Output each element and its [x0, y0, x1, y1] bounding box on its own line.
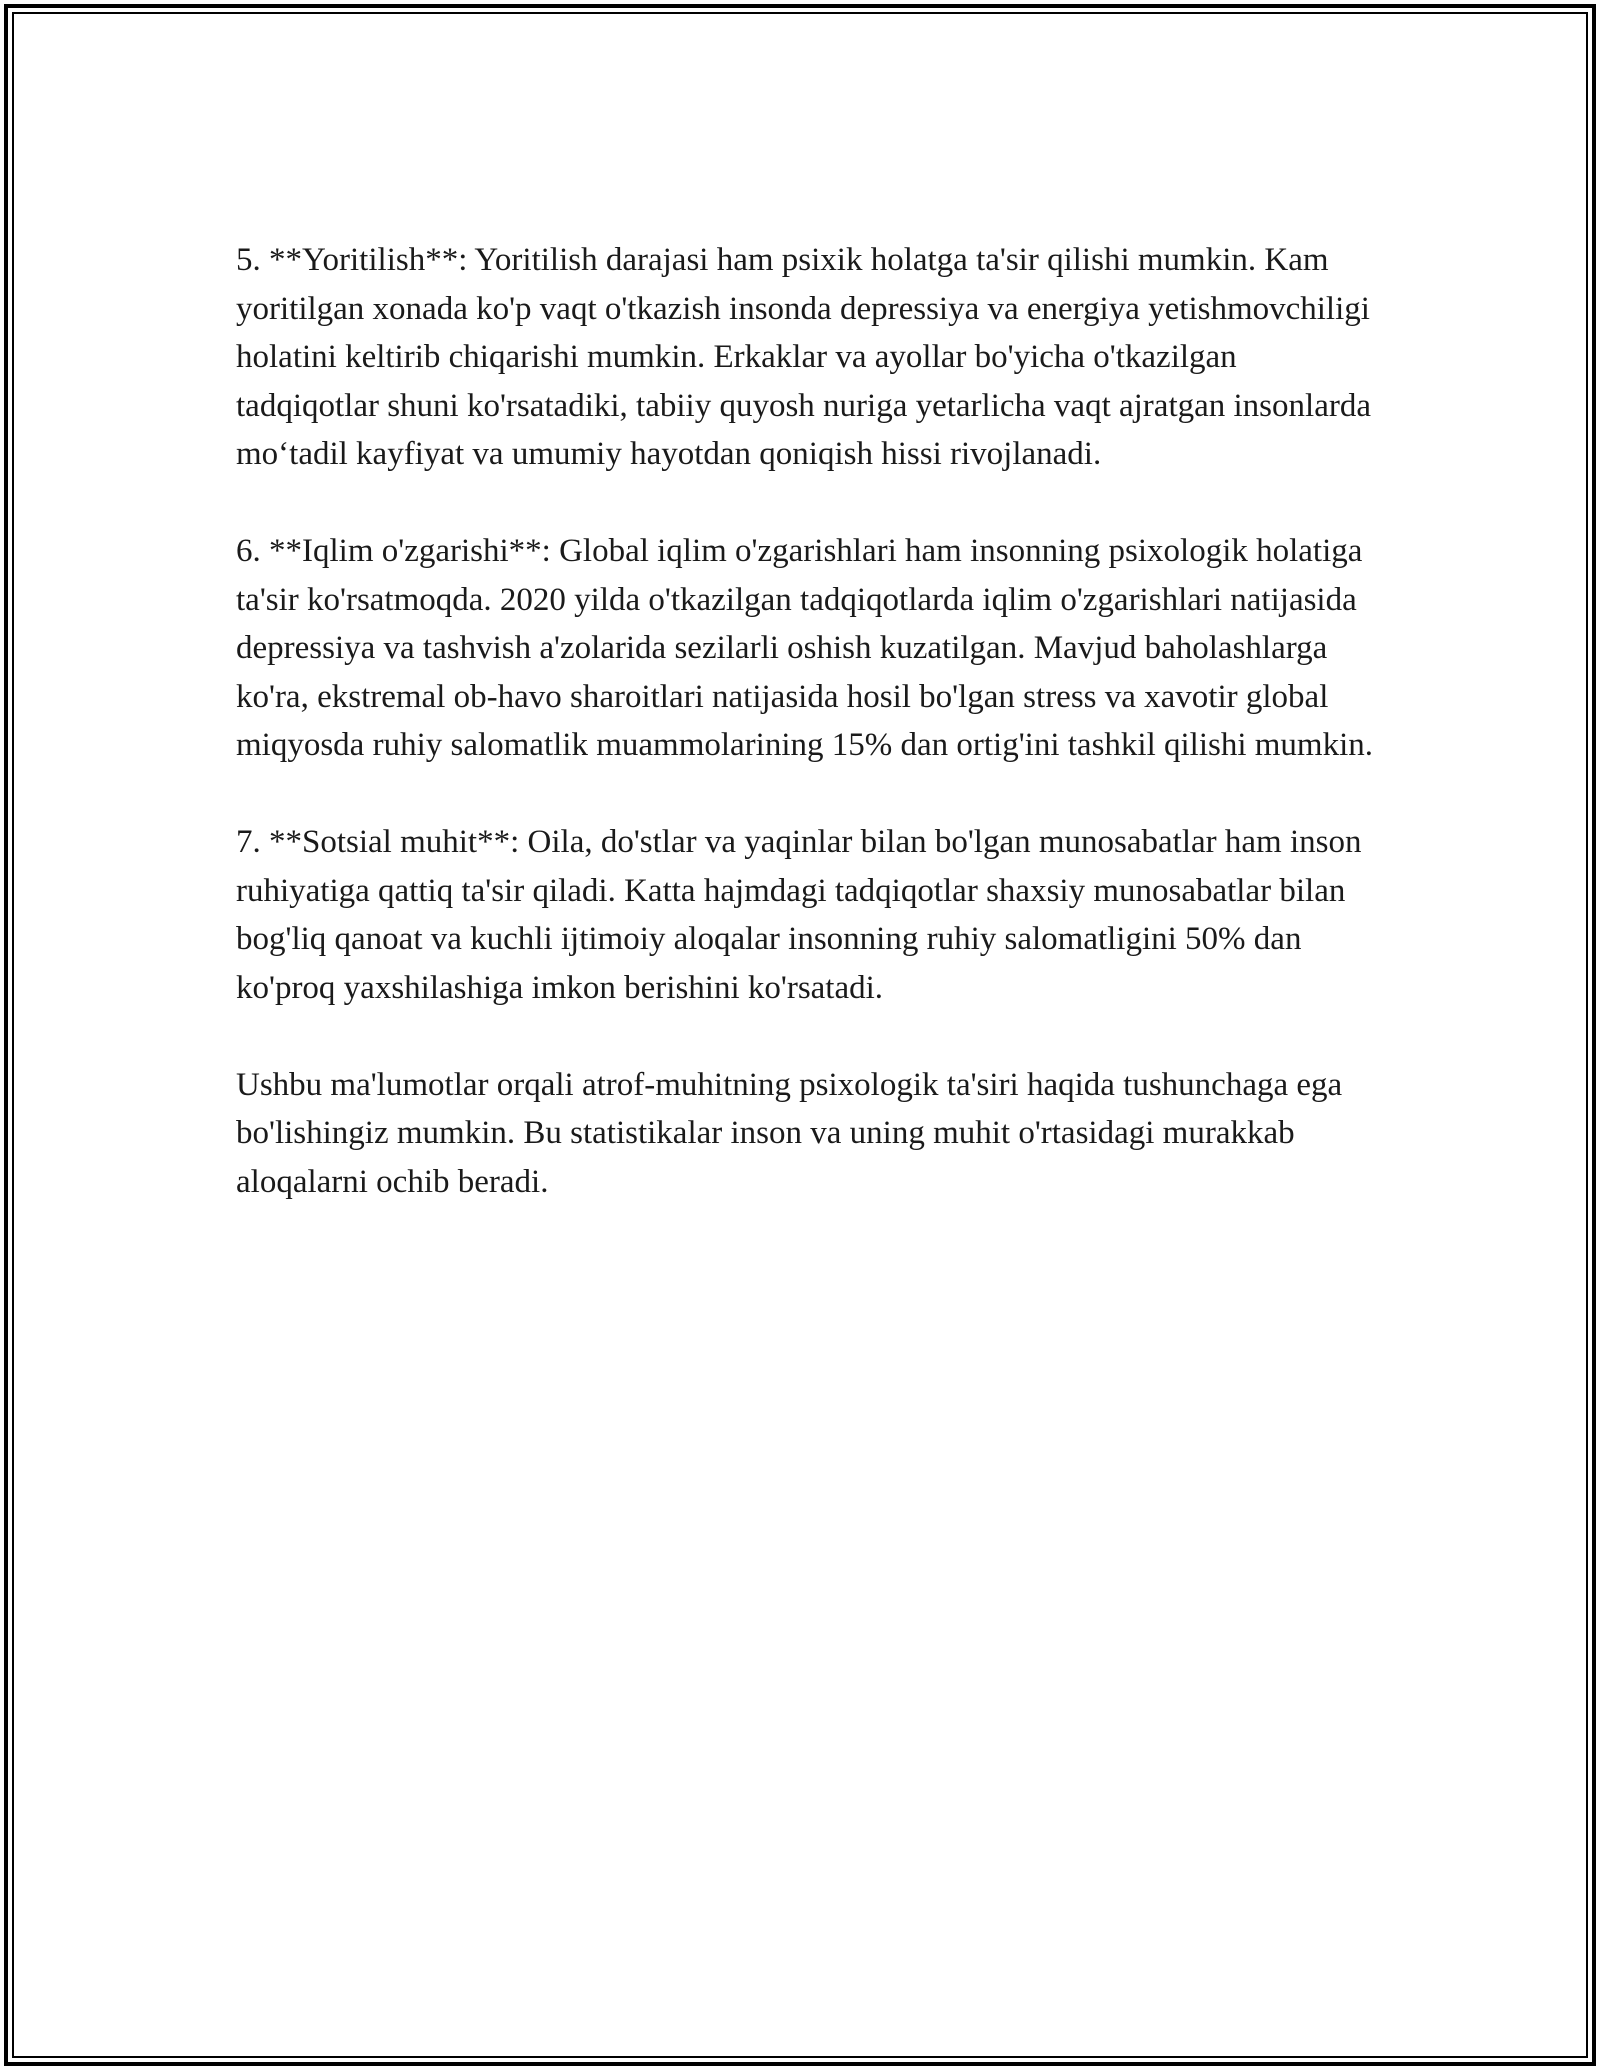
paragraph-yoritilish: 5. **Yoritilish**: Yoritilish darajasi ham psixik holatga ta'sir qilishi mumkin. Kam yoritilgan xonada ko'p vaqt o'tkazish insonda depressiya va energiya yetishmovchiligi holatini keltirib chiqarishi mumkin. Erkaklar va ayollar bo'yicha o'tkazilgan tadqiqotlar shuni ko'rsatadiki, tabiiy quyosh nuriga yetarlicha vaqt ajratgan insonlarda mo‘tadil kayfiyat va umumiy hayotdan qoniqish hissi rivojlanadi.: [236, 242, 1371, 472]
paragraph-conclusion: Ushbu ma'lumotlar orqali atrof-muhitning psixologik ta'siri haqida tushunchaga ega bo'lishingiz mumkin. Bu statistikalar inson va uning muhit o'rtasidagi murakkab aloqalarni ochib beradi.: [236, 1066, 1343, 1200]
document-body: [236, 236, 1386, 1255]
paragraph-iqlim-ozgarishi: 6. **Iqlim o'zgarishi**: Global iqlim o'zgarishlari ham insonning psixologik holatiga ta'sir ko'rsatmoqda. 2020 yilda o'tkazilgan tadqiqotlarda iqlim o'zgarishlari natijasida depressiya va tashvish a'zolarida sezilarli oshish kuzatilgan. Mavjud baholashlarga ko'ra, ekstremal ob-havo sharoitlari natijasida hosil bo'lgan stress va xavotir global miqyosda ruhiy salomatlik muammolarining 15% dan ortig'ini tashkil qilishi mumkin.: [236, 533, 1374, 763]
paragraph-sotsial-muhit: 7. **Sotsial muhit**: Oila, do'stlar va yaqinlar bilan bo'lgan munosabatlar ham inson ruhiyatiga qattiq ta'sir qiladi. Katta hajmdagi tadqiqotlar shaxsiy munosabatlar bilan bog'liq qanoat va kuchli ijtimoiy aloqalar insonning ruhiy salomatligini 50% dan ko'proq yaxshilashiga imkon berishini ko'rsatadi.: [236, 824, 1362, 1006]
